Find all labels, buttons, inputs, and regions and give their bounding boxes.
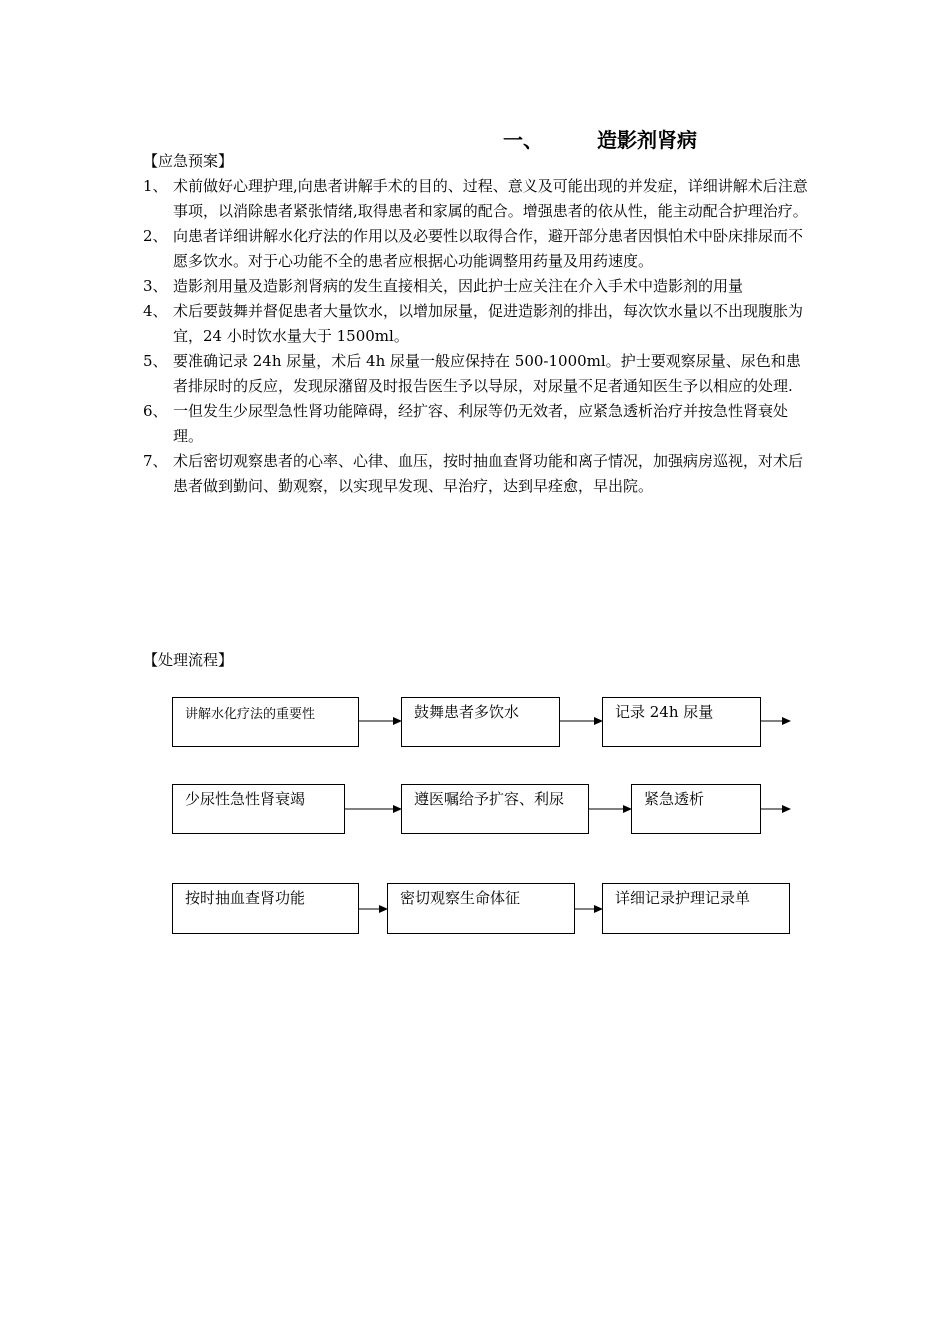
list-item-number: 7、 [143, 452, 168, 470]
list-item-number: 2、 [143, 227, 168, 245]
flow-step-oliguric-failure: 少尿性急性肾衰竭 [172, 784, 345, 834]
flow-step-volume-diuresis: 遵医嘱给予扩容、利尿 [401, 784, 589, 834]
list-item-text: 造影剂用量及造影剂肾病的发生直接相关，因此护士应关注在介入手术中造影剂的用量 [173, 277, 744, 295]
flow-step-monitor-vitals: 密切观察生命体征 [387, 883, 575, 934]
flow-step-nursing-records: 详细记录护理记录单 [602, 883, 790, 934]
flow-step-record-urine: 记录 24h 尿量 [602, 697, 761, 747]
list-item-text: 术后密切观察患者的心率、心律、血压，按时抽血查肾功能和离子情况，加强病房巡视，对术后患者做到勤问、勤观察，以实现早发现、早治疗，达到早痊愈，早出院。 [173, 452, 804, 495]
list-item-number: 5、 [143, 352, 168, 370]
list-item-number: 4、 [143, 302, 168, 320]
list-item-text: 要准确记录 24h 尿量，术后 4h 尿量一般应保持在 500-1000ml。护士要观察尿量、尿色和患者排尿时的反应，发现尿潴留及时报告医生予以导尿，对尿量不足者通知医生予以相应的处理. [173, 352, 801, 395]
title-text: 造影剂肾病 [597, 128, 697, 152]
flow-step-emergency-dialysis: 紧急透析 [631, 784, 761, 834]
list-item-text: 术后要鼓舞并督促患者大量饮水，以增加尿量，促进造影剂的排出，每次饮水量以不出现腹胀为宜，24 小时饮水量大于 1500ml。 [173, 302, 804, 345]
flow-step-check-renal-function: 按时抽血查肾功能 [172, 883, 359, 934]
list-item-text: 一但发生少尿型急性肾功能障碍，经扩容、利尿等仍无效者，应紧急透析治疗并按急性肾衰处理。 [173, 402, 789, 445]
flow-step-encourage-drinking: 鼓舞患者多饮水 [401, 697, 560, 747]
title-number: 一、 [503, 128, 543, 152]
process-flow-heading: 【处理流程】 [143, 651, 234, 669]
list-item-number: 6、 [143, 402, 168, 420]
flow-step-hydration-education: 讲解水化疗法的重要性 [172, 697, 359, 747]
emergency-plan-heading: 【应急预案】 [143, 152, 234, 170]
list-item-text: 向患者详细讲解水化疗法的作用以及必要性以取得合作，避开部分患者因惧怕术中卧床排尿而不愿多饮水。对于心功能不全的患者应根据心功能调整用药量及用药速度。 [173, 227, 804, 270]
list-item-number: 1、 [143, 177, 168, 195]
list-item-text: 术前做好心理护理,向患者讲解手术的目的、过程、意义及可能出现的并发症，详细讲解术后注意事项，以消除患者紧张情绪,取得患者和家属的配合。增强患者的依从性，能主动配合护理治疗。 [173, 177, 808, 220]
list-item-number: 3、 [143, 277, 168, 295]
